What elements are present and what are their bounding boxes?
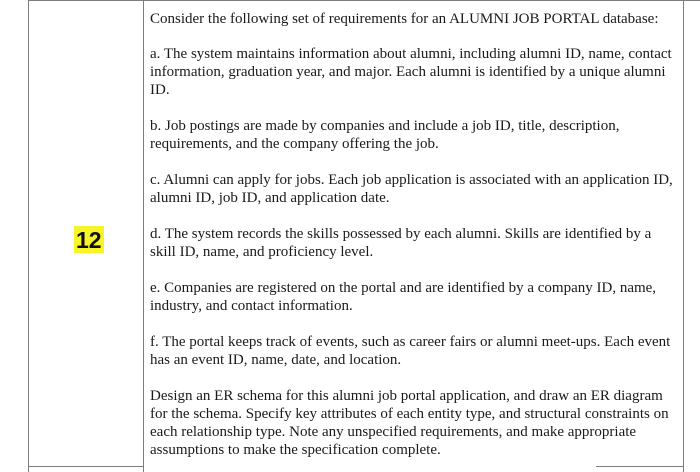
- requirement-item: d. The system records the skills possessed by each alumni. Skills are identified by a skill ID, name, and proficiency level.: [150, 226, 652, 260]
- requirement-item: f. The portal keeps track of events, such as career fairs or alumni meet-ups. Each event has an event ID, name, date, and location.: [150, 334, 671, 368]
- question-number: 12: [76, 227, 102, 253]
- requirement-item: e. Companies are registered on the portal and are identified by a company ID, name, industry, and contact information.: [150, 280, 657, 314]
- table-bottom-border-right: [596, 466, 684, 467]
- requirement-item: a. The system maintains information about alumni, including alumni ID, name, contact information, graduation year, and major. Each alumni is identified by a unique alumni ID.: [150, 46, 672, 98]
- table-column-divider: [143, 0, 144, 472]
- requirement-item: c. Alumni can apply for jobs. Each job application is associated with an application ID, alumni ID, job ID, and application date.: [150, 172, 673, 206]
- question-intro: Consider the following set of requirements for an ALUMNI JOB PORTAL database:: [150, 11, 659, 27]
- question-content-cell: [150, 10, 678, 459]
- question-task: Design an ER schema for this alumni job portal application, and draw an ER diagram for the schema. Specify key attributes of each entity type, and structural constraints on each relationship type. Note any unspecified requirements, and make appropriate assumptions to make the specification complete.: [150, 388, 669, 458]
- requirement-item: b. Job postings are made by companies and include a job ID, title, description, requirements, and the company offering the job.: [150, 118, 620, 152]
- table-right-border: [683, 0, 684, 472]
